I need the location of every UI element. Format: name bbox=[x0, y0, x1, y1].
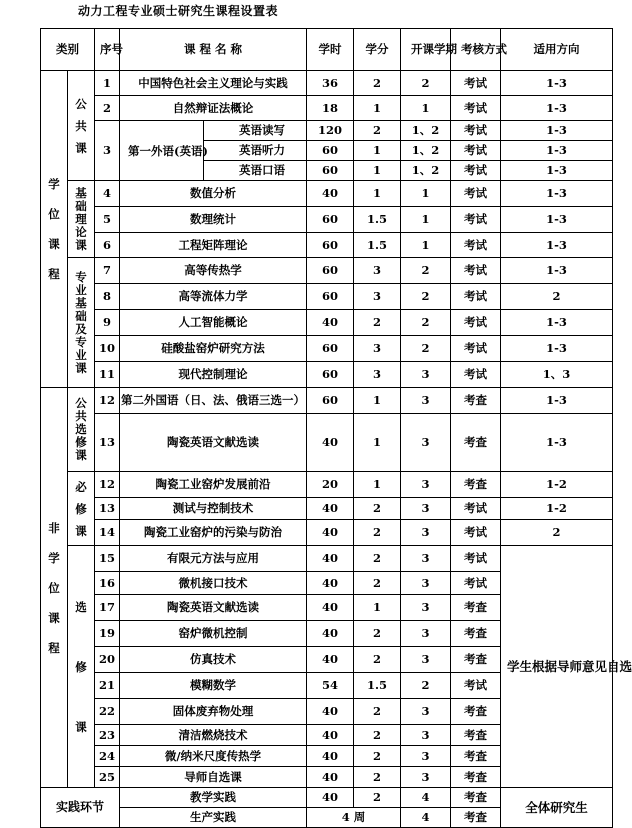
course-semester: 3 bbox=[401, 546, 451, 572]
course-no: 21 bbox=[95, 673, 120, 699]
course-name: 第二外国语（日、法、俄语三选一） bbox=[120, 388, 307, 414]
course-no: 7 bbox=[95, 258, 120, 284]
course-credits: 1 bbox=[354, 472, 401, 498]
course-semester: 1 bbox=[401, 181, 451, 207]
course-hours: 60 bbox=[307, 284, 354, 310]
category-degree: 学 位 课 程 bbox=[41, 71, 68, 388]
course-scope: 1-3 bbox=[501, 414, 613, 472]
course-name: 仿真技术 bbox=[120, 647, 307, 673]
course-semester: 3 bbox=[401, 388, 451, 414]
course-semester: 3 bbox=[401, 520, 451, 546]
course-credits: 2 bbox=[354, 310, 401, 336]
course-no: 10 bbox=[95, 336, 120, 362]
course-exam: 考查 bbox=[451, 595, 501, 621]
course-hours: 40 bbox=[307, 647, 354, 673]
course-scope: 1-3 bbox=[501, 388, 613, 414]
course-exam: 考试 bbox=[451, 520, 501, 546]
course-exam: 考试 bbox=[451, 71, 501, 96]
course-exam: 考查 bbox=[451, 647, 501, 673]
course-credits: 2 bbox=[354, 725, 401, 746]
course-exam: 考查 bbox=[451, 621, 501, 647]
table-row bbox=[41, 336, 613, 362]
course-no: 2 bbox=[95, 96, 120, 121]
table-row bbox=[41, 388, 613, 414]
course-no: 5 bbox=[95, 207, 120, 233]
course-hours: 40 bbox=[307, 767, 354, 788]
course-name: 陶瓷工业窑炉的污染与防治 bbox=[120, 520, 307, 546]
course-semester: 1、2 bbox=[401, 161, 451, 181]
course-name: 陶瓷工业窑炉发展前沿 bbox=[120, 472, 307, 498]
table-row bbox=[41, 472, 613, 498]
table-row bbox=[41, 414, 613, 472]
course-name: 高等传热学 bbox=[120, 258, 307, 284]
course-no: 24 bbox=[95, 746, 120, 767]
course-semester: 1 bbox=[401, 233, 451, 258]
practice-scope: 全体研究生 bbox=[501, 788, 613, 828]
category-elective: 选 修 课 bbox=[68, 546, 95, 788]
course-scope: 1-3 bbox=[501, 121, 613, 141]
course-scope: 1-3 bbox=[501, 181, 613, 207]
course-exam: 考试 bbox=[451, 258, 501, 284]
course-no: 9 bbox=[95, 310, 120, 336]
course-no: 4 bbox=[95, 181, 120, 207]
course-semester: 4 bbox=[401, 788, 451, 808]
table-row bbox=[41, 233, 613, 258]
table-row bbox=[41, 788, 613, 808]
course-hours: 120 bbox=[307, 121, 354, 141]
course-scope: 1-3 bbox=[501, 258, 613, 284]
course-no: 15 bbox=[95, 546, 120, 572]
course-hours: 40 bbox=[307, 699, 354, 725]
category-basic-theory: 基 础 理 论 课 bbox=[68, 181, 95, 258]
course-exam: 考试 bbox=[451, 498, 501, 520]
course-scope: 1、3 bbox=[501, 362, 613, 388]
course-no: 1 bbox=[95, 71, 120, 96]
category-specialty: 专 业 基 础 及 专 业 课 bbox=[68, 258, 95, 388]
course-credits: 2 bbox=[354, 498, 401, 520]
course-hours: 40 bbox=[307, 746, 354, 767]
course-no: 8 bbox=[95, 284, 120, 310]
course-credits: 2 bbox=[354, 647, 401, 673]
course-credits: 3 bbox=[354, 336, 401, 362]
course-no: 13 bbox=[95, 414, 120, 472]
elective-scope-note: 学生根据导师意见自选 bbox=[501, 546, 613, 788]
course-scope: 1-3 bbox=[501, 71, 613, 96]
course-exam: 考试 bbox=[451, 546, 501, 572]
course-scope: 1-3 bbox=[501, 336, 613, 362]
course-credits: 2 bbox=[354, 767, 401, 788]
course-credits: 2 bbox=[354, 546, 401, 572]
course-exam: 考查 bbox=[451, 699, 501, 725]
course-credits: 2 bbox=[354, 621, 401, 647]
table-row bbox=[41, 207, 613, 233]
course-hours: 40 bbox=[307, 788, 354, 808]
course-no: 17 bbox=[95, 595, 120, 621]
course-credits: 3 bbox=[354, 284, 401, 310]
header-hours: 学时 bbox=[307, 29, 354, 71]
table-row bbox=[41, 520, 613, 546]
course-credits: 2 bbox=[354, 746, 401, 767]
course-exam: 考查 bbox=[451, 767, 501, 788]
course-semester: 3 bbox=[401, 621, 451, 647]
course-no: 20 bbox=[95, 647, 120, 673]
course-hours: 36 bbox=[307, 71, 354, 96]
table-row bbox=[41, 362, 613, 388]
course-credits: 1 bbox=[354, 181, 401, 207]
course-semester: 1 bbox=[401, 207, 451, 233]
course-credits: 2 bbox=[354, 71, 401, 96]
course-credits: 1.5 bbox=[354, 207, 401, 233]
course-no: 11 bbox=[95, 362, 120, 388]
course-exam: 考试 bbox=[451, 96, 501, 121]
course-semester: 2 bbox=[401, 310, 451, 336]
course-hours: 40 bbox=[307, 572, 354, 595]
header-seq: 序号 bbox=[95, 29, 120, 71]
course-semester: 3 bbox=[401, 647, 451, 673]
course-hours: 60 bbox=[307, 362, 354, 388]
course-no: 14 bbox=[95, 520, 120, 546]
table-row bbox=[41, 284, 613, 310]
course-name: 硅酸盐窑炉研究方法 bbox=[120, 336, 307, 362]
table-row bbox=[41, 121, 613, 141]
course-name: 固体废弃物处理 bbox=[120, 699, 307, 725]
course-name: 英语读写 bbox=[204, 121, 307, 141]
course-name: 有限元方法与应用 bbox=[120, 546, 307, 572]
course-name: 现代控制理论 bbox=[120, 362, 307, 388]
table-row bbox=[41, 498, 613, 520]
course-no: 12 bbox=[95, 472, 120, 498]
course-exam: 考试 bbox=[451, 310, 501, 336]
course-credits: 2 bbox=[354, 699, 401, 725]
header-semester: 开课学期 bbox=[401, 29, 451, 71]
course-exam: 考查 bbox=[451, 746, 501, 767]
course-name: 中国特色社会主义理论与实践 bbox=[120, 71, 307, 96]
course-name: 工程矩阵理论 bbox=[120, 233, 307, 258]
course-no: 12 bbox=[95, 388, 120, 414]
course-scope: 1-3 bbox=[501, 96, 613, 121]
practice-duration: 4 周 bbox=[307, 808, 401, 828]
course-semester: 2 bbox=[401, 258, 451, 284]
course-scope: 1-3 bbox=[501, 233, 613, 258]
course-hours: 20 bbox=[307, 472, 354, 498]
course-exam: 考试 bbox=[451, 362, 501, 388]
course-name: 模糊数学 bbox=[120, 673, 307, 699]
table-row bbox=[41, 71, 613, 96]
course-hours: 40 bbox=[307, 310, 354, 336]
course-exam: 考试 bbox=[451, 233, 501, 258]
course-exam: 考查 bbox=[451, 388, 501, 414]
course-name: 窑炉微机控制 bbox=[120, 621, 307, 647]
course-name: 清洁燃烧技术 bbox=[120, 725, 307, 746]
course-semester: 3 bbox=[401, 472, 451, 498]
course-credits: 2 bbox=[354, 520, 401, 546]
table-row bbox=[41, 29, 613, 71]
course-semester: 2 bbox=[401, 71, 451, 96]
course-name: 测试与控制技术 bbox=[120, 498, 307, 520]
course-exam: 考试 bbox=[451, 121, 501, 141]
practice-name: 教学实践 bbox=[120, 788, 307, 808]
course-semester: 1、2 bbox=[401, 121, 451, 141]
course-credits: 2 bbox=[354, 121, 401, 141]
course-scope: 1-3 bbox=[501, 141, 613, 161]
course-semester: 3 bbox=[401, 498, 451, 520]
course-exam: 考查 bbox=[451, 472, 501, 498]
course-no: 6 bbox=[95, 233, 120, 258]
header-exam: 考核方式 bbox=[451, 29, 501, 71]
course-no: 22 bbox=[95, 699, 120, 725]
course-exam: 考试 bbox=[451, 673, 501, 699]
course-name: 英语听力 bbox=[204, 141, 307, 161]
course-credits: 1 bbox=[354, 595, 401, 621]
table-row bbox=[41, 96, 613, 121]
category-required: 必 修 课 bbox=[68, 472, 95, 546]
course-semester: 1、2 bbox=[401, 141, 451, 161]
course-name: 陶瓷英语文献选读 bbox=[120, 595, 307, 621]
course-scope: 1-3 bbox=[501, 310, 613, 336]
course-exam: 考试 bbox=[451, 141, 501, 161]
table-row bbox=[41, 310, 613, 336]
course-exam: 考试 bbox=[451, 181, 501, 207]
course-hours: 60 bbox=[307, 258, 354, 284]
course-hours: 54 bbox=[307, 673, 354, 699]
header-course: 课 程 名 称 bbox=[120, 29, 307, 71]
course-no: 16 bbox=[95, 572, 120, 595]
course-name: 英语口语 bbox=[204, 161, 307, 181]
course-credits: 1.5 bbox=[354, 673, 401, 699]
course-semester: 3 bbox=[401, 746, 451, 767]
table-row bbox=[41, 258, 613, 284]
course-hours: 40 bbox=[307, 414, 354, 472]
practice-name: 生产实践 bbox=[120, 808, 307, 828]
course-hours: 40 bbox=[307, 595, 354, 621]
course-credits: 2 bbox=[354, 788, 401, 808]
course-credits: 1 bbox=[354, 96, 401, 121]
course-semester: 3 bbox=[401, 362, 451, 388]
category-nondegree: 非 学 位 课 程 bbox=[41, 388, 68, 788]
course-hours: 60 bbox=[307, 388, 354, 414]
course-credits: 1 bbox=[354, 161, 401, 181]
foreign-language-label: 第一外语(英语) bbox=[120, 121, 204, 181]
course-name: 数值分析 bbox=[120, 181, 307, 207]
course-name: 陶瓷英语文献选读 bbox=[120, 414, 307, 472]
course-exam: 考试 bbox=[451, 207, 501, 233]
course-name: 微机接口技术 bbox=[120, 572, 307, 595]
course-semester: 3 bbox=[401, 725, 451, 746]
course-semester: 2 bbox=[401, 673, 451, 699]
course-hours: 60 bbox=[307, 161, 354, 181]
course-semester: 2 bbox=[401, 284, 451, 310]
course-exam: 考查 bbox=[451, 808, 501, 828]
category-public-elective: 公 共 选 修 课 bbox=[68, 388, 95, 472]
course-hours: 40 bbox=[307, 181, 354, 207]
course-credits: 2 bbox=[354, 572, 401, 595]
course-no: 13 bbox=[95, 498, 120, 520]
page-title: 动力工程专业硕士研究生课程设置表 bbox=[78, 4, 279, 18]
course-table bbox=[40, 28, 632, 828]
course-hours: 40 bbox=[307, 498, 354, 520]
course-no: 19 bbox=[95, 621, 120, 647]
course-no: 3 bbox=[95, 121, 120, 181]
course-hours: 18 bbox=[307, 96, 354, 121]
course-credits: 1 bbox=[354, 388, 401, 414]
course-exam: 考查 bbox=[451, 725, 501, 746]
course-hours: 40 bbox=[307, 621, 354, 647]
course-credits: 1.5 bbox=[354, 233, 401, 258]
course-credits: 3 bbox=[354, 258, 401, 284]
table-row bbox=[41, 181, 613, 207]
course-exam: 考试 bbox=[451, 336, 501, 362]
course-hours: 40 bbox=[307, 725, 354, 746]
table-row bbox=[41, 546, 613, 572]
header-category: 类别 bbox=[41, 29, 95, 71]
course-hours: 60 bbox=[307, 336, 354, 362]
course-exam: 考试 bbox=[451, 161, 501, 181]
course-scope: 1-2 bbox=[501, 472, 613, 498]
course-scope: 1-2 bbox=[501, 498, 613, 520]
course-credits: 3 bbox=[354, 362, 401, 388]
course-semester: 2 bbox=[401, 336, 451, 362]
course-hours: 60 bbox=[307, 207, 354, 233]
category-practice: 实践环节 bbox=[41, 788, 120, 828]
course-semester: 1 bbox=[401, 96, 451, 121]
course-exam: 考试 bbox=[451, 284, 501, 310]
course-exam: 考查 bbox=[451, 788, 501, 808]
course-semester: 3 bbox=[401, 699, 451, 725]
course-hours: 60 bbox=[307, 141, 354, 161]
course-semester: 3 bbox=[401, 572, 451, 595]
course-exam: 考查 bbox=[451, 414, 501, 472]
course-scope: 2 bbox=[501, 284, 613, 310]
course-name: 导师自选课 bbox=[120, 767, 307, 788]
course-name: 微/纳米尺度传热学 bbox=[120, 746, 307, 767]
course-semester: 3 bbox=[401, 414, 451, 472]
course-hours: 40 bbox=[307, 520, 354, 546]
course-exam: 考试 bbox=[451, 572, 501, 595]
course-scope: 1-3 bbox=[501, 207, 613, 233]
course-no: 23 bbox=[95, 725, 120, 746]
header-scope: 适用方向 bbox=[501, 29, 613, 71]
header-credits: 学分 bbox=[354, 29, 401, 71]
course-name: 数理统计 bbox=[120, 207, 307, 233]
course-credits: 1 bbox=[354, 414, 401, 472]
course-scope: 1-3 bbox=[501, 161, 613, 181]
course-name: 高等流体力学 bbox=[120, 284, 307, 310]
course-semester: 4 bbox=[401, 808, 451, 828]
course-name: 自然辩证法概论 bbox=[120, 96, 307, 121]
course-no: 25 bbox=[95, 767, 120, 788]
course-semester: 3 bbox=[401, 767, 451, 788]
course-hours: 60 bbox=[307, 233, 354, 258]
course-credits: 1 bbox=[354, 141, 401, 161]
course-hours: 40 bbox=[307, 546, 354, 572]
course-name: 人工智能概论 bbox=[120, 310, 307, 336]
course-semester: 3 bbox=[401, 595, 451, 621]
category-public: 公 共 课 bbox=[68, 71, 95, 181]
course-scope: 2 bbox=[501, 520, 613, 546]
